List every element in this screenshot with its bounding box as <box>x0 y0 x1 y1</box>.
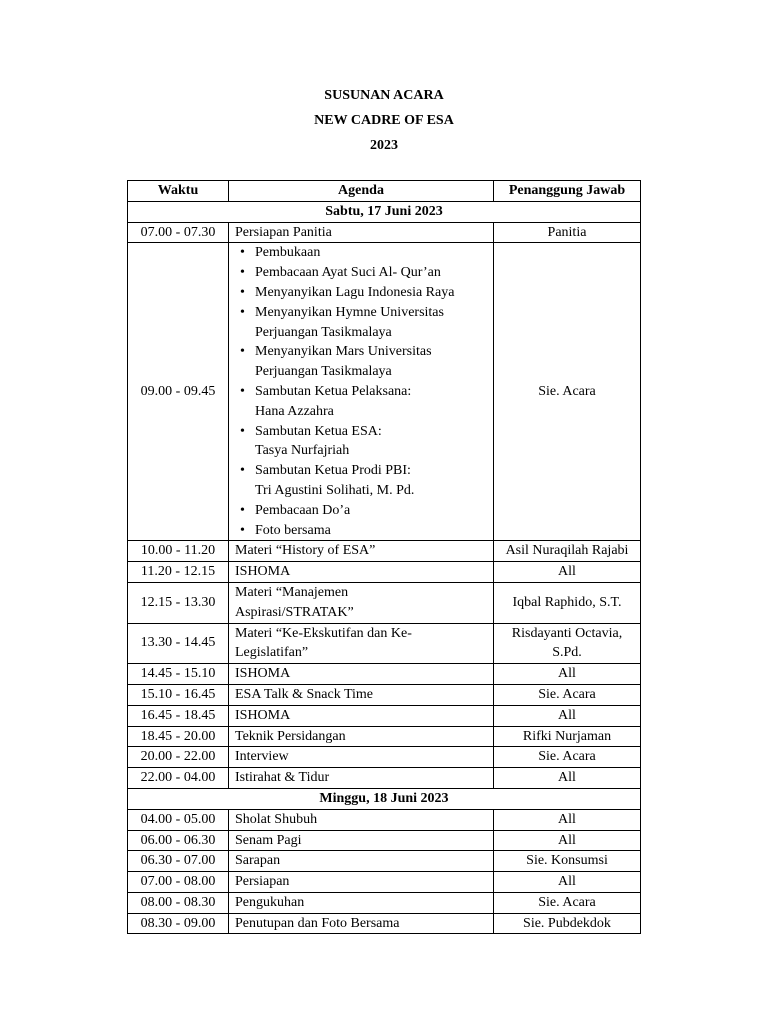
time-cell: 04.00 - 05.00 <box>128 809 229 830</box>
schedule-table <box>127 180 641 934</box>
pj-text: Risdayanti Octavia, <box>511 625 623 641</box>
agenda-text: ESA Talk & Snack Time <box>235 686 374 702</box>
pj-cell <box>494 623 641 664</box>
time-cell: 13.30 - 14.45 <box>128 623 229 664</box>
time-cell: 08.00 - 08.30 <box>128 892 229 913</box>
agenda-text: Materi “Manajemen <box>235 584 349 600</box>
pj-cell: All <box>494 830 641 851</box>
list-item-text: Pembacaan Do’a <box>255 502 351 518</box>
table-row <box>128 768 641 789</box>
table-row <box>128 582 641 623</box>
agenda-text: Interview <box>235 749 289 765</box>
agenda-cell <box>229 747 494 768</box>
time-cell: 18.45 - 20.00 <box>128 726 229 747</box>
table-row <box>128 705 641 726</box>
list-item-text: Pembacaan Ayat Suci Al- Qur’an <box>255 265 441 281</box>
time-cell: 10.00 - 11.20 <box>128 541 229 562</box>
agenda-cell: Sarapan <box>229 851 494 872</box>
time-cell: 08.30 - 09.00 <box>128 913 229 934</box>
table-row <box>128 851 641 872</box>
pj-cell <box>494 541 641 562</box>
day-row-minggu <box>128 788 641 809</box>
list-item <box>255 461 487 501</box>
agenda-cell: Persiapan Panitia <box>229 222 494 243</box>
pj-text: Sie. Acara <box>538 749 596 765</box>
table-header-row <box>128 181 641 202</box>
agenda-cell <box>229 623 494 664</box>
time-cell: 12.15 - 13.30 <box>128 582 229 623</box>
list-item <box>255 303 487 343</box>
agenda-text: Materi “Ke-Ekskutifan dan Ke- <box>235 625 412 641</box>
list-item-text: Foto bersama <box>255 522 331 538</box>
time-cell: 11.20 - 12.15 <box>128 562 229 583</box>
agenda-text-cont: Aspirasi/STRATAK” <box>235 604 354 620</box>
table-row <box>128 892 641 913</box>
document-title-block <box>0 86 768 161</box>
table-row <box>128 913 641 934</box>
pj-cell: Sie. Pubdekdok <box>494 913 641 934</box>
time-cell: 07.00 - 07.30 <box>128 222 229 243</box>
table-row <box>128 684 641 705</box>
document-subtitle: NEW CADRE OF ESA <box>314 113 454 128</box>
table-row <box>128 562 641 583</box>
list-item <box>255 422 487 462</box>
pj-text: All <box>558 564 576 580</box>
pj-text: All <box>558 707 576 723</box>
time-cell: 20.00 - 22.00 <box>128 747 229 768</box>
list-item-text: Sambutan Ketua Prodi PBI: <box>255 463 411 479</box>
agenda-text: Materi “History of ESA” <box>235 543 376 559</box>
pj-cell <box>494 726 641 747</box>
time-cell: 15.10 - 16.45 <box>128 684 229 705</box>
table-row <box>128 830 641 851</box>
time-cell: 14.45 - 15.10 <box>128 664 229 685</box>
pj-cell: Sie. Acara <box>494 892 641 913</box>
pj-text: All <box>558 770 576 786</box>
time-cell: 06.30 - 07.00 <box>128 851 229 872</box>
agenda-text: ISHOMA <box>235 564 291 580</box>
pj-text: Asil Nuraqilah Rajabi <box>505 543 629 559</box>
list-item-text: Sambutan Ketua ESA: <box>255 423 382 439</box>
agenda-cell <box>229 768 494 789</box>
agenda-cell: Sholat Shubuh <box>229 809 494 830</box>
pj-text: All <box>558 666 576 682</box>
document-title: SUSUNAN ACARA <box>324 88 444 103</box>
list-item-text: Menyanyikan Hymne Universitas <box>255 304 444 320</box>
pj-text-cont: S.Pd. <box>552 645 582 661</box>
list-item <box>255 263 487 283</box>
agenda-cell: Penutupan dan Foto Bersama <box>229 913 494 934</box>
document-year: 2023 <box>370 138 398 153</box>
pj-cell <box>494 664 641 685</box>
table-row <box>128 664 641 685</box>
list-item-text-cont: Tri Agustini Solihati, M. Pd. <box>255 482 415 498</box>
time-cell: 22.00 - 04.00 <box>128 768 229 789</box>
pj-cell <box>494 705 641 726</box>
table-row-opening <box>128 243 641 541</box>
time-cell: 16.45 - 18.45 <box>128 705 229 726</box>
agenda-text: ISHOMA <box>235 666 291 682</box>
pj-cell <box>494 747 641 768</box>
agenda-text: Teknik Persidangan <box>235 728 346 744</box>
pj-text: Sie. Acara <box>538 686 596 702</box>
pj-text: Iqbal Raphido, S.T. <box>512 594 622 610</box>
list-item-text: Pembukaan <box>255 245 321 261</box>
list-item-text: Menyanyikan Mars Universitas <box>255 344 432 360</box>
agenda-cell: Senam Pagi <box>229 830 494 851</box>
list-item <box>255 521 487 541</box>
list-item-text-cont: Perjuangan Tasikmalaya <box>255 364 392 380</box>
table-row <box>128 623 641 664</box>
list-item <box>255 342 487 382</box>
pj-cell: Sie. Acara <box>494 243 641 541</box>
day-label: Minggu, 18 Juni 2023 <box>128 788 641 809</box>
pj-cell <box>494 768 641 789</box>
pj-cell: All <box>494 872 641 893</box>
pj-text: Rifki Nurjaman <box>522 728 612 744</box>
agenda-cell <box>229 562 494 583</box>
list-item <box>255 382 487 422</box>
agenda-cell <box>229 541 494 562</box>
table-row <box>128 222 641 243</box>
day-row-sabtu <box>128 201 641 222</box>
list-item-text-cont: Tasya Nurfajriah <box>255 443 350 459</box>
agenda-text-cont: Legislatifan” <box>235 645 309 661</box>
list-item <box>255 501 487 521</box>
pj-cell <box>494 684 641 705</box>
table-row <box>128 809 641 830</box>
table-row <box>128 872 641 893</box>
header-waktu: Waktu <box>128 181 229 202</box>
list-item-text: Menyanyikan Lagu Indonesia Raya <box>255 284 455 300</box>
table-row <box>128 747 641 768</box>
opening-agenda-list <box>235 243 487 540</box>
agenda-cell <box>229 684 494 705</box>
agenda-cell <box>229 705 494 726</box>
agenda-cell <box>229 726 494 747</box>
pj-cell <box>494 582 641 623</box>
table-row <box>128 726 641 747</box>
list-item <box>255 283 487 303</box>
agenda-cell <box>229 664 494 685</box>
agenda-cell <box>229 243 494 541</box>
pj-cell: Sie. Konsumsi <box>494 851 641 872</box>
agenda-cell: Persiapan <box>229 872 494 893</box>
pj-cell <box>494 562 641 583</box>
time-cell: 06.00 - 06.30 <box>128 830 229 851</box>
list-item <box>255 243 487 263</box>
pj-cell: All <box>494 809 641 830</box>
agenda-text: Istirahat & Tidur <box>235 770 330 786</box>
agenda-text: ISHOMA <box>235 707 291 723</box>
list-item-text-cont: Perjuangan Tasikmalaya <box>255 324 392 340</box>
time-cell: 07.00 - 08.00 <box>128 872 229 893</box>
header-penanggung-jawab: Penanggung Jawab <box>494 181 641 202</box>
pj-cell: Panitia <box>494 222 641 243</box>
time-cell: 09.00 - 09.45 <box>128 243 229 541</box>
list-item-text-cont: Hana Azzahra <box>255 403 334 419</box>
header-agenda: Agenda <box>229 181 494 202</box>
list-item-text: Sambutan Ketua Pelaksana: <box>255 383 412 399</box>
agenda-cell: Pengukuhan <box>229 892 494 913</box>
day-label: Sabtu, 17 Juni 2023 <box>128 201 641 222</box>
table-row <box>128 541 641 562</box>
agenda-cell <box>229 582 494 623</box>
